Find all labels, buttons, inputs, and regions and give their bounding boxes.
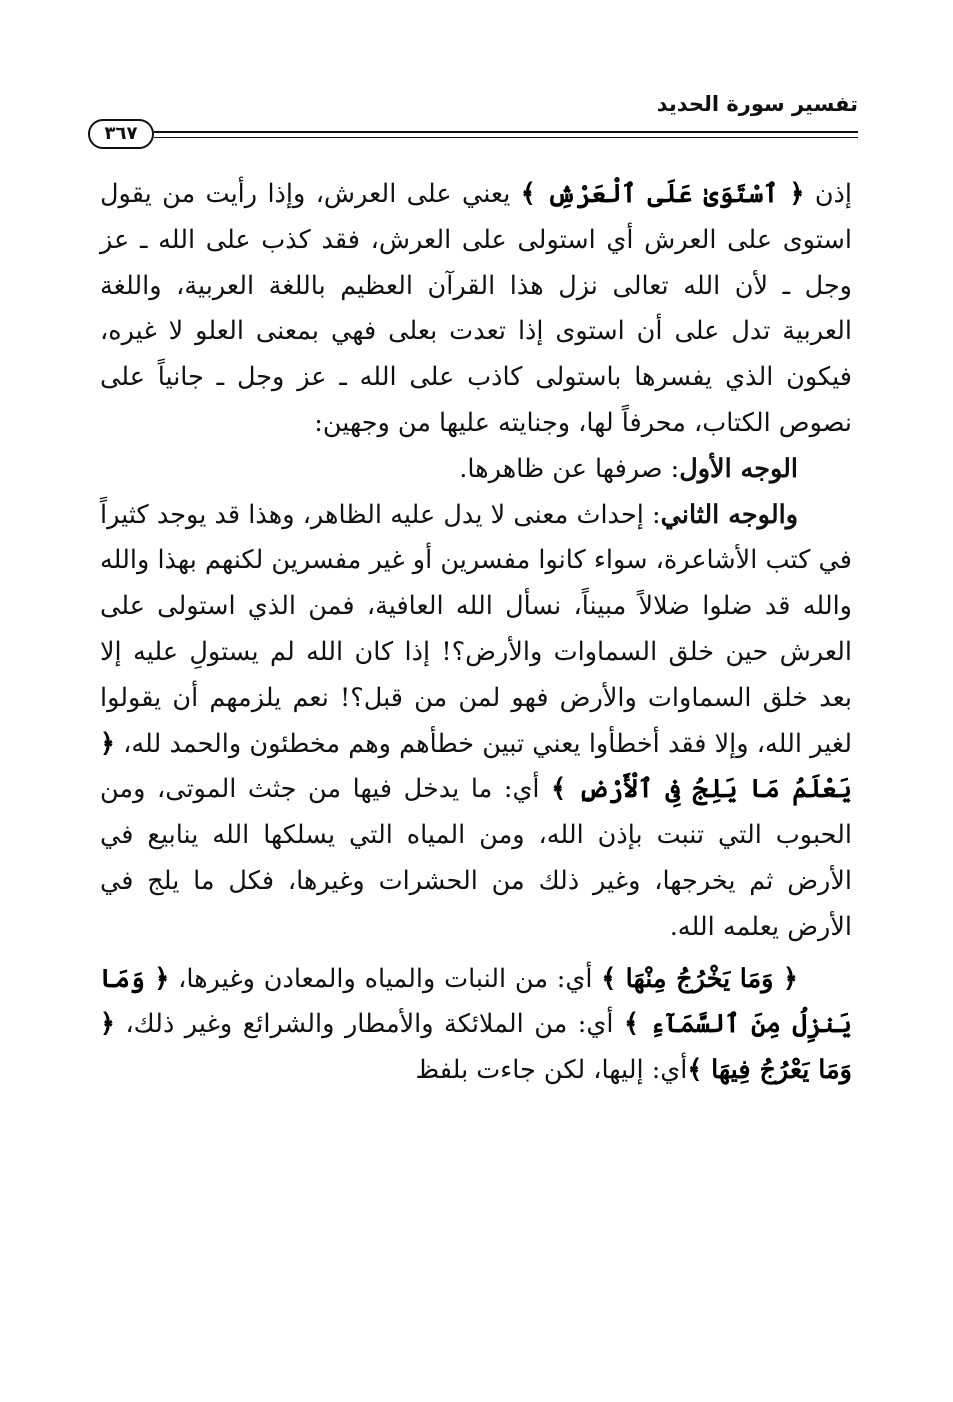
body-text — [100, 172, 852, 1094]
page-number: ٣٦٧ — [88, 119, 154, 149]
text-run: يعني على العرش، وإذا رأيت من يقول استوى على العرش أي استولى على العرش، فقد كذب على الله ـ عز وجل ـ لأن الله تعالى نزل هذا القرآن العظيم باللغة العربية، واللغة العربية تدل على أن استوى إذا تعدت بعلى فهي بمعنى العلو لا غيره، فيكون الذي يفسرها باستولى كاذب على الله ـ عز وجل ـ جانياً على نصوص الكتاب، محرفاً لها، وجنايته عليها من وجهين: — [100, 179, 852, 438]
section-heading: الوجه الأول — [679, 453, 798, 484]
text-run: أي: إليها، لكن جاءت بلفظ — [415, 1055, 688, 1086]
text-run: إذن — [804, 179, 852, 209]
running-title: تفسير سورة الحديد — [656, 92, 858, 116]
text-run: أي: من الملائكة والأمطار والشرائع وغير ذلك، — [114, 1009, 624, 1040]
text-run: أي: من النبات والمياه والمعادن وغيرها، — [169, 963, 602, 994]
section-heading: والوجه الثاني — [660, 499, 799, 530]
paragraph-1 — [100, 172, 852, 447]
text-run: : صرفها عن ظاهرها. — [459, 453, 680, 484]
paragraph-3 — [100, 493, 852, 951]
header-rule-thin — [154, 137, 858, 138]
header-rule — [154, 131, 858, 133]
text-run: : إحداث معنى لا يدل عليه الظاهر، وهذا قد يوجد كثيراً في كتب الأشاعرة، سواء كانوا مفسرين أو غير مفسرين لكنهم بهذا والله والله قد ضلوا ضلالاً مبيناً، نسأل الله العافية، فمن الذي استولى على العرش حين خلق السماوات والأرض؟! إذا كان الله لم يستولِ عليه إلا بعد خلق السماوات والأرض فهو لمن من قبل؟! نعم يلزمهم أن يقولوا لغير الله، وإلا فقد أخطأوا يعني تبين خطأهم وهم مخطئون والحمد لله، — [100, 499, 852, 759]
paragraph-2 — [100, 447, 852, 493]
quran-verse: ﴿ وَمَا يَعْرُجُ فِيهَا ﴾ — [100, 1009, 852, 1086]
quran-verse: ﴿ وَمَا يَخْرُجُ مِنْهَا ﴾ — [601, 963, 798, 994]
quran-verse: ﴿ يَعْلَمُ مَا يَلِجُ فِى ٱلْأَرْضِ ﴾ — [100, 728, 852, 805]
paragraph-4 — [100, 957, 852, 1094]
quran-verse: ﴿ ٱسْتَوَىٰ عَلَى ٱلْعَرْشِ ﴾ — [520, 179, 805, 209]
text-run: أي: ما يدخل فيها من جثث الموتى، ومن الحبوب التي تنبت بإذن الله، ومن المياه التي يسلكها الله ينابيع في الأرض ثم يخرجها، وغير ذلك من الحشرات وغيرها، فكل ما يلج في الأرض يعلمه الله. — [100, 774, 852, 942]
quran-verse: ﴿ وَمَا يَنزِلُ مِنَ ٱلسَّمَآءِ ﴾ — [100, 963, 852, 1040]
page-header — [88, 92, 858, 154]
